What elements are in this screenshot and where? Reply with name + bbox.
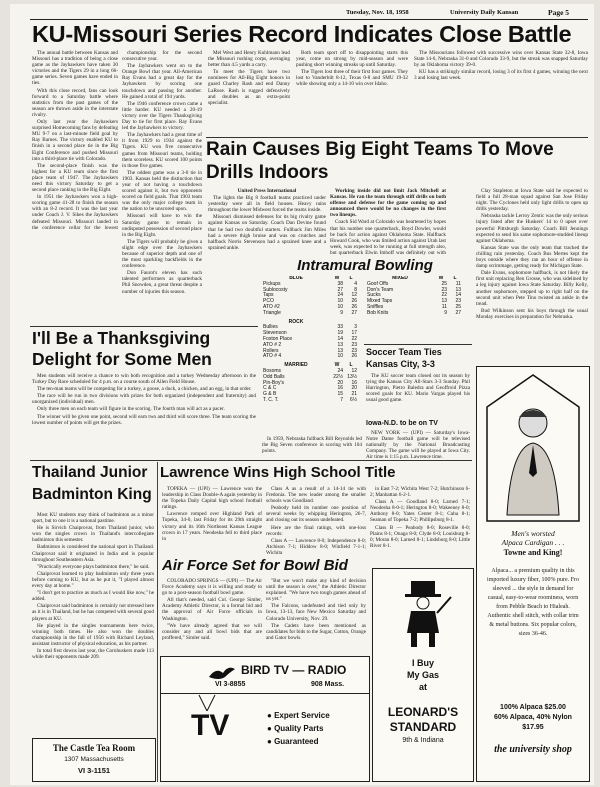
table-row: Stevenson 19 17 bbox=[263, 330, 357, 337]
rain-col2 bbox=[330, 188, 446, 256]
paragraph: Kansas State was the only team that tracked the chilling rain yesterday. Coach Bus Mertes kept the boys outside where they ran an hour of offense in damp scrimmage, getting ready for Michigan State. bbox=[476, 244, 588, 270]
badminton-headline: Thailand Junior Badminton King bbox=[32, 464, 152, 503]
paragraph: Only last year the Jayhawkers surprised Homecoming fans by defeating MU 9-7 on a last-minute field goal by Ray Barnes. The victory enabled KU to finish in a second place tie in the Big Eight Conference and pushed Missouri into a third-place tie with Colorado. bbox=[32, 119, 118, 162]
leonards-standard-ad bbox=[372, 568, 474, 782]
leonards-at: at bbox=[418, 682, 427, 692]
table-row: ATO # 2 13 23 bbox=[263, 341, 357, 348]
paragraph: With this close record, fans can look forward to a Saturday battle where statistics from the past games of the season are thrown aside in the interstate rivalry. bbox=[32, 87, 118, 118]
man-portrait-illustration bbox=[485, 373, 581, 523]
bird-ad-tv: TV bbox=[191, 709, 230, 742]
table-row: ATO # 4 10 26 bbox=[263, 353, 357, 360]
table-row: Mixed Taps 13 23 bbox=[367, 298, 461, 305]
lawrence-col1 bbox=[162, 486, 262, 554]
table-row: Bob Knits 9 27 bbox=[367, 309, 461, 316]
leonards-standard: STANDARD bbox=[389, 720, 457, 734]
table-row: Odd Balls 22½ 13½ bbox=[263, 373, 357, 380]
paragraph: "Practically everyone plays badminton there," he said. bbox=[37, 563, 150, 570]
bird-ad-address: 908 Mass. bbox=[311, 681, 345, 688]
paragraph: in East 7-2; Wichita West 7-2; Hutchinson 6-2; Manhattan 6-2-1. bbox=[370, 486, 470, 499]
paragraph: The race will be run in two divisions with prizes for both organized (independent and fraternity) and unorganized (individual) men. bbox=[32, 393, 256, 406]
paragraph: To meet the Tigers have two nominees for All-Big Eight honors in guard Charley Rash and end Danny LaRose. Rash is rugged defensively and doubles as an extra-point specialist. bbox=[208, 69, 290, 106]
soccer-body: The KU soccer team closed out its season by tying the Kansas City All-Stars 3-3 Sunday. Phil Harrington, Pietro Baledra and Geoffroid Pizza scored goals for KU. Mario Vargas played his usual good game. bbox=[366, 373, 470, 404]
table-row: Bullies 33 3 bbox=[263, 324, 357, 331]
airforce-headline: Air Force Set for Bowl Bid bbox=[162, 557, 348, 574]
paragraph: Men students will receive a chance to win both recognition and a turkey Wednesday afternoon in the Turkey Day Race scheduled for 4 p.m. on a course south of Allen Field House. bbox=[32, 373, 256, 386]
iowand-headline: Iowa-N.D. to be on TV bbox=[366, 420, 438, 427]
paragraph: TOPEKA — (UPI) — Lawrence won the leadership in Class Double-A again yesterday in the Topeka Daily Capital high school football ratings. bbox=[162, 486, 262, 511]
header-date: Tuesday, Nov. 18, 1958 bbox=[346, 9, 409, 16]
table-row: Pin-Boy's 20 16 bbox=[263, 379, 357, 386]
antenna-icon bbox=[197, 693, 217, 711]
iowand-body: NEW YORK — (UPI) — Saturday's Iowa-Notre Dame football game will be televised nationally by the National Broadcasting Company. The game will be played at Iowa City. Air time is 1:15 p.m. Lawrence time. bbox=[366, 430, 470, 460]
paragraph: In total first downs last year, the Cornhuskers made 113 while their opponents made 209. bbox=[32, 647, 154, 661]
bullet-icon: ● bbox=[267, 724, 275, 733]
bird-ad-rule bbox=[161, 693, 369, 694]
paragraph: Don Faurot's eleven has such talented performers as quarterback Phil Snowden, a great threat despite a number of injuries this season. bbox=[122, 270, 202, 295]
paragraph: Badminton is considered the national sport in Thailand. Chaiprovat said it originated in India and is popular throughout Southeastern Asia. bbox=[32, 544, 154, 563]
lower-section-rule bbox=[30, 460, 472, 461]
service-item: ● Guaranteed bbox=[267, 737, 319, 746]
service-item: ● Expert Service bbox=[267, 711, 330, 720]
bowling-married-table: MARRIED W L Bosoms 24 12 Odd Balls 22½ 13½ Pin-Boy's 20 16 C & C 16 20 G & B 15 21 T. C. T. 7 6½ bbox=[263, 362, 357, 403]
university-caption-3: Towne and King! bbox=[503, 548, 563, 557]
bird-ad-services bbox=[267, 709, 367, 748]
paragraph: "We have already agreed that we will consider any and all bowl bids that are proffered," Simler said. bbox=[162, 622, 262, 641]
paragraph: The second-place finish was the highest for a KU team since the first place team of 1947. The Jayhawkers need this victory Saturday to get a second place ranking in the Big Eight. bbox=[32, 162, 118, 194]
page-header bbox=[300, 8, 590, 18]
bowling-footnote: In 1959, Nebraska fullback Bill Reynolds led the Big Seven conference in scoring with 104 points. bbox=[262, 436, 362, 455]
bowling-blue-table bbox=[262, 276, 358, 317]
header-paper: University Daily Kansan bbox=[450, 9, 519, 16]
paragraph: Class A as a result of a 14-14 tie with Fredonia. The new leader among the smaller schools was Goodland. bbox=[266, 486, 366, 505]
university-ad-prices bbox=[477, 703, 589, 733]
table-row: G & B 15 21 bbox=[263, 391, 357, 398]
paragraph: Missouri will have to win the Saturday game to remain in undisputed possession of second place in the Big Eight. bbox=[122, 213, 202, 238]
table-row: Sniffles 11 25 bbox=[367, 303, 461, 310]
col-l: L bbox=[349, 276, 353, 281]
airforce-col1 bbox=[162, 578, 262, 652]
bowling-division-label: MIXED bbox=[392, 276, 408, 281]
rain-col1 bbox=[208, 188, 326, 254]
bird-ad-name bbox=[241, 663, 346, 677]
rain-col3 bbox=[476, 188, 588, 363]
bowling-rock-table bbox=[262, 320, 358, 361]
main-headline: KU-Missouri Series Record Indicates Close Battle bbox=[32, 21, 572, 47]
table-row: Triangle 9 27 bbox=[263, 309, 357, 316]
bowling-mixed-table: MIXED W L Goof Offs 25 11 Don's Team 23 13 Sucks 22 14 Mixed Taps 13 23 Sniffles 11 25 Bob Knits 9 27 bbox=[367, 276, 461, 316]
paragraph: Only three men on each team will figure in the scoring. The fourth man will act as a pacer. bbox=[37, 406, 225, 413]
main-story-col4 bbox=[296, 50, 408, 136]
paragraph: The annual battle between Kansas and Missouri has a tradition of being a close game as the Jayhawkers have taken 30 victories and the Tigers 29 in a long 66-game series. Seven games have ended in ties. bbox=[32, 50, 118, 87]
castle-ad-title: The Castle Tea Room bbox=[52, 743, 136, 753]
castle-ad-phone: VI 3-1151 bbox=[77, 766, 111, 775]
university-caption-1: Men's worsted bbox=[511, 529, 555, 538]
paragraph: Bud Wilkinson sent his boys through the usual Monday exercises in preparation for Nebraska. bbox=[476, 307, 588, 320]
paragraph: Working inside did not limit Jack Mitchell at Kansas. He ran the team through stiff drills on both offense and defense for the game coming up and announced there would be no changes in the first two lineups. bbox=[330, 188, 446, 219]
bowling-left bbox=[262, 276, 358, 426]
paragraph: Class A — Goodland 8-0; Larned 7-1; Neodesha 8-0-1; Herington 8-0; Wakeeney 8-0; Anthony 8-0; Yates Center 8-1; Cuba 8-1; Seaman of Topeka 7-2; Phillipsburg 8-1. bbox=[370, 499, 470, 524]
paragraph: He is Sirvich Chaiprovat, from Thailand junior, who won the singles crown in Thailand's intercollegiate badminton this semester. bbox=[32, 525, 154, 544]
bird-ad-bird: BIRD bbox=[241, 663, 271, 677]
main-story-col2 bbox=[122, 50, 202, 325]
bowling-division-label: ROCK bbox=[288, 318, 304, 325]
paragraph: Dale Evans, sophomore halfback, is not likely the first unit replacing Ben Grosse, who was sidelined by a leg injury against Iowa State Saturday. Billy Kelly, another sophomore, stepped up to right half on the second unit when Pete Tino twisted an ankle in the tread. bbox=[476, 270, 588, 307]
paragraph: Missouri dismissed defenses for its big rivalry game against Kansas on Saturday. Coach Dan Devine found that he had two doubtful starters. Fullback Jim Miles had a severe thigh bruise and was on crutches and halfback Norris Stevenson had a sprained knee and a sprained ankle. bbox=[208, 214, 326, 251]
bowling-division-label: MARRIED bbox=[284, 362, 308, 369]
paragraph: championship for the second consecutive year. bbox=[122, 50, 202, 63]
paragraph: Nebraska tackle Lerroy Zentic was the only serious injury listed after the Huskers' 14 to 0 upset over powerful Pittsburgh Saturday. Coach Bill Jennings expected to send his same sophomore-studded lineup against Oklahoma. bbox=[476, 213, 588, 244]
thanksgiving-rule bbox=[30, 326, 258, 327]
university-shop-ad bbox=[476, 366, 590, 782]
paragraph: Clay Stapleton at Iowa State said he expected to field a full 28-man squad against San Jose Friday night. The Cyclones held only light drills to open up drills yesterday. bbox=[476, 188, 588, 213]
price-alpaca-nylon: 60% Alpaca, 40% Nylon bbox=[494, 714, 572, 721]
paragraph: Chaiprovat said badminton is certainly not stressed here as it is in Thailand, but he has competed with several good players at KU. bbox=[32, 603, 154, 622]
table-row: Bosoms 24 12 bbox=[263, 367, 357, 374]
bowling-right bbox=[366, 276, 462, 326]
paragraph: The Tigers lost three of their first four games. They lost to Vanderbilt 8-12, Texas 0-8 and SMU 19-32 while showing only a 14-10 win over Idaho. bbox=[296, 69, 408, 88]
table-row: Don's Team 23 13 bbox=[367, 286, 461, 293]
main-story-col1 bbox=[32, 50, 118, 230]
price-alpaca: 100% Alpaca $25.00 bbox=[500, 704, 566, 711]
table-row: Sublocosty 27 8 bbox=[263, 286, 357, 293]
table-row: T. C. T. 7 6½ bbox=[263, 396, 357, 403]
table-row: PCO 10 26 bbox=[263, 298, 357, 305]
col-w: W bbox=[334, 276, 340, 281]
bowling-title: Intramural Bowling bbox=[297, 257, 433, 274]
price-alpaca-nylon-value: $17.95 bbox=[522, 724, 544, 731]
paragraph: Here are the final ratings, with one-loss records: bbox=[266, 524, 366, 537]
university-shop-logo: the university shop bbox=[494, 744, 572, 755]
paragraph: Chaiprovat learned to play badminton only three years before coming to KU, but as he put it, "I played almost every day at home." bbox=[32, 570, 154, 590]
paragraph: The lights the Big 8 football teams practiced under yesterday were all in field houses. Heavy rains throughout the lower Midwest forced the teams inside. bbox=[208, 195, 326, 214]
thanksgiving-headline: I'll Be a Thanksgiving Delight for Some Men bbox=[32, 328, 212, 369]
lawrence-headline: Lawrence Wins High School Title bbox=[160, 464, 396, 481]
paragraph: Most KU students may think of badminton as a minor sport, but to one it is a national pastime. bbox=[32, 512, 154, 525]
leonards-location: 9th & Indiana bbox=[402, 737, 444, 744]
paragraph: The Cadets have been mentioned as candidates for bids to the Sugar, Cotton, Orange and Gator bowls. bbox=[266, 622, 366, 641]
bird-tv-ad bbox=[160, 656, 370, 782]
table-row: C & C 16 20 bbox=[263, 385, 357, 392]
rain-headline: Rain Causes Big Eight Teams To Move Drills Indoors bbox=[206, 139, 554, 183]
bullet-icon: ● bbox=[267, 737, 275, 746]
university-ad-body: Alpaca... a premium quality in this imported luxury fiber, 100% pure. Fro sleeved ... the style in demand for casual, easy-to-wear roominess, worn from Pebble Beach to Hialeah. Authentic shell stitch, with collar trim & metal buttons. Six popular colors, sizes 36-46. bbox=[487, 568, 579, 637]
main-story-col3 bbox=[208, 50, 290, 136]
paragraph: Peabody held its number one position of several weeks by whipping Herington, 26-7, and closing out its season undefeated. bbox=[266, 505, 366, 524]
castle-tea-room-ad bbox=[32, 738, 156, 782]
main-story-col5 bbox=[414, 50, 588, 136]
leonards-my-gas: My Gas bbox=[406, 670, 439, 680]
bird-ad-phone: VI 3-8855 bbox=[215, 681, 246, 688]
paragraph: He played in the singles tournaments here twice, winning both times. He also won the doubles championship in the fall of 1956 with Richard Leyland, assistant instructor of physical education, as his partner. bbox=[32, 622, 154, 647]
paragraph: The winner will be given one point, second will earn two and third will score three. The team scoring the lowest number of points will get the prizes. bbox=[32, 413, 256, 426]
leonards-i-buy: I Buy bbox=[411, 658, 434, 668]
paragraph: The Jayhawkers went on to the Orange Bowl that year. All-American Ray Evans had a great day for the Jayhawkers by scoring one touchdown and passing for another. He gained a total of 194 yards. bbox=[122, 63, 202, 100]
paragraph: "I don't get to practice as much as I would like now," he added. bbox=[32, 590, 154, 603]
paragraph: The Jayhawkers had a great time of it from 1929 to 1934 against the Tigers. KU won five consecutive games from Missouri teams, holding them scoreless. KU scored 100 points in those five games. bbox=[122, 132, 202, 169]
leonards-ad-text bbox=[373, 657, 473, 747]
paragraph: KU has a strikingly similar record, losing 3 of its first 4 games, winning the next 3 and losing last week. bbox=[414, 69, 588, 82]
bird-ad-tvradio: TV — RADIO bbox=[273, 663, 347, 677]
paragraph: The Falcons, undefeated and tied only by Iowa, 13-13, face New Mexico Saturday and Colorado University, Nov. 29. bbox=[266, 603, 366, 622]
paragraph: The Tigers will probably be given a slight edge over the Jayhawkers because of superior depth and one of the most sparkling backfields in the conference. bbox=[122, 238, 202, 270]
table-row: ATO #2 10 26 bbox=[263, 303, 357, 310]
paragraph: Class B — Peabody 8-0; Roseville 8-0; Plains 8-1; Onaga 8-0; Clyde 8-0; Louisburg 8-0; Moran 8-0; Larned 8-1; Lindsborg 8-0; Little River 8-1. bbox=[370, 524, 470, 549]
lawrence-col2 bbox=[266, 486, 366, 554]
lawrence-col3 bbox=[370, 486, 470, 566]
paragraph: In 1951 the Jayhawkers won a high-scoring game 41-28 to finish the season with an 8-2 record. It was the last year under Coach J. V. Sikes the Jayhawkers defeated Missouri. Missouri landed in the conference cellar for the lowest bbox=[32, 194, 118, 230]
airforce-col2 bbox=[266, 578, 366, 652]
paragraph: The oddest game was a 3-0 tie in 1903. Kansas held the distinction that year of not having a touchdown scored against it, but two opponents scored on field goals. That 1903 team was the only major college team in the nation to be unscored upon. bbox=[122, 169, 202, 213]
soccer-rule bbox=[364, 344, 472, 345]
paragraph: The ten-man teams will be competing for a turkey, a goose, a duck, a chicken, and an egg, in that order. bbox=[37, 386, 252, 393]
paragraph: Lawrence romped over Highland Park of Topeka, 34-0, last Friday for its 29th straight victory and its 16th Northeast Kansas League crown in 17 years. Neodesha fell to third place in bbox=[162, 511, 262, 542]
header-page: Page 5 bbox=[548, 8, 570, 17]
university-caption-2: Alpaca Cardigan . . . bbox=[501, 538, 565, 547]
bowling-division-label: BLUE bbox=[289, 276, 303, 281]
leonards-name: LEONARD'S bbox=[387, 705, 459, 719]
paragraph: Class A — Lawrence 8-0; Independence 8-0; Atchison 7-1; Hiddow 8-0; Winfield 7-1-1; Wichita bbox=[266, 537, 366, 554]
paragraph: All that's needed, said Col. George Simler, Academy Athletic Director, is a formal bid and the approval of Air Force officials in Washington. bbox=[162, 597, 262, 622]
badminton-divider bbox=[157, 462, 158, 782]
paragraph: Both team sport off to disappointing starts this year, come on strong by mid-season and were pushing short winning streaks up until Saturday. bbox=[296, 50, 408, 69]
paragraph: Coach Sid Ward at Colorado was heartened by hopes that his number one quarterback, Boyd Dowler, would be back for action against Oklahoma State. Halfback Howard Cook, who was limited action against Utah last week, was expected to be running at full strength also, but quarterback Elwin Imhoff was definitely out with bbox=[330, 219, 446, 256]
paragraph: "But we won't make any kind of decision until the season is over," the Athletic Director explained. "We have two tough games ahead of us yet." bbox=[266, 578, 366, 603]
paragraph: The Missourians followed with successive wins over Kansas State 32-8, Iowa State 14-6, Nebraska 31-0 and Colorado 33-9, but the streak was snapped Saturday by an Oklahoma victory 39-0. bbox=[414, 50, 588, 69]
bullet-icon: ● bbox=[267, 711, 275, 720]
soccer-headline: Soccer Team Ties Kansas City, 3-3 bbox=[366, 347, 442, 369]
university-ad-caption bbox=[477, 529, 589, 558]
thanksgiving-body bbox=[32, 373, 256, 458]
paragraph: The 1946 conference crown came a little harder. KU needed a 20-19 victory over the Tigers Thanksgiving Day to tie for first place. Ray Evans led the Jayhawkers to victory. bbox=[122, 100, 202, 132]
table-row: Taps 24 12 bbox=[263, 292, 357, 299]
paragraph: Mel West and Henry Kuhlmann lead the Missouri rushing corps, averaging better than 4.5 yards a carry. bbox=[208, 50, 290, 69]
service-item: ● Quality Parts bbox=[267, 724, 324, 733]
table-row: Sucks 22 14 bbox=[367, 292, 461, 299]
table-row: Goof Offs 25 11 bbox=[367, 280, 461, 287]
table-row: Foxton Place 14 22 bbox=[263, 335, 357, 342]
table-row: Pickups 38 4 bbox=[263, 280, 357, 287]
paragraph: United Press International bbox=[237, 188, 297, 194]
paragraph: COLORADO SPRINGS — (UPI) — The Air Force Academy says it is willing and ready to go to a post-season football bowl game. bbox=[162, 578, 262, 597]
table-row: Rollers 13 23 bbox=[263, 347, 357, 354]
badminton-body bbox=[32, 512, 154, 736]
pilgrim-illustration-icon bbox=[393, 577, 453, 649]
castle-ad-address: 1307 Massachusetts bbox=[64, 756, 124, 763]
